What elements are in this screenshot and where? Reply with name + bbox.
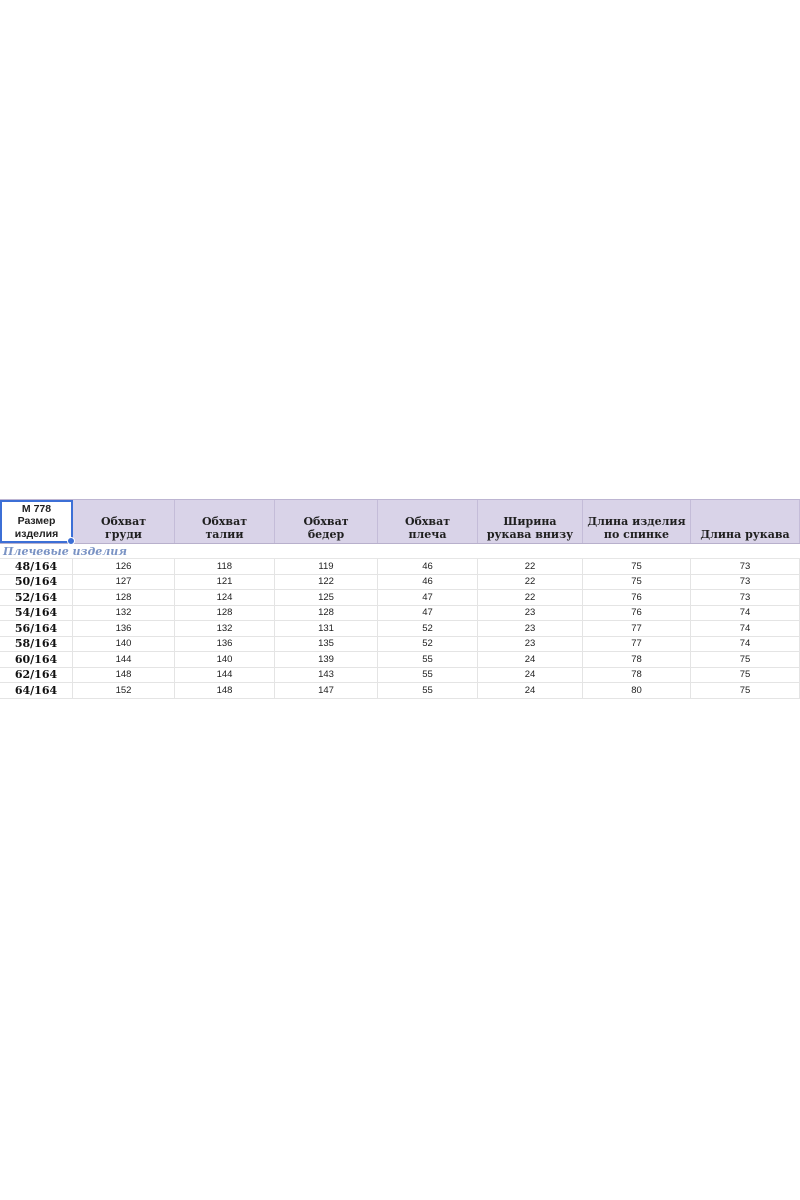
table-row — [0, 559, 800, 575]
header-waist[interactable]: Обхват талии — [175, 500, 275, 543]
back-length-cell[interactable]: 78 — [583, 652, 691, 667]
hips-cell[interactable]: 139 — [275, 652, 378, 667]
size-table — [0, 499, 800, 699]
hips-cell[interactable]: 143 — [275, 668, 378, 683]
sleeve-width-cell[interactable]: 22 — [478, 590, 583, 605]
waist-cell[interactable]: 128 — [175, 606, 275, 621]
size-cell[interactable]: 60/164 — [0, 652, 73, 667]
chest-cell[interactable]: 140 — [73, 637, 175, 652]
section-row[interactable] — [0, 544, 800, 559]
back-length-cell[interactable]: 80 — [583, 683, 691, 698]
shoulder-cell[interactable]: 47 — [378, 606, 478, 621]
hips-cell[interactable]: 147 — [275, 683, 378, 698]
hips-cell[interactable]: 131 — [275, 621, 378, 636]
waist-cell[interactable]: 121 — [175, 575, 275, 590]
chest-cell[interactable]: 126 — [73, 559, 175, 574]
chest-cell[interactable]: 132 — [73, 606, 175, 621]
sleeve-length-cell[interactable]: 73 — [691, 575, 800, 590]
size-cell[interactable]: 58/164 — [0, 637, 73, 652]
waist-cell[interactable]: 124 — [175, 590, 275, 605]
sleeve-length-cell[interactable]: 75 — [691, 668, 800, 683]
shoulder-cell[interactable]: 55 — [378, 668, 478, 683]
waist-cell[interactable]: 148 — [175, 683, 275, 698]
hips-cell[interactable]: 135 — [275, 637, 378, 652]
chest-cell[interactable]: 144 — [73, 652, 175, 667]
size-cell[interactable]: 50/164 — [0, 575, 73, 590]
waist-cell[interactable]: 136 — [175, 637, 275, 652]
back-length-cell[interactable]: 76 — [583, 590, 691, 605]
data-rows — [0, 559, 800, 699]
chest-cell[interactable]: 148 — [73, 668, 175, 683]
header-shoulder[interactable]: Обхват плеча — [378, 500, 478, 543]
sleeve-length-cell[interactable]: 74 — [691, 606, 800, 621]
waist-cell[interactable]: 140 — [175, 652, 275, 667]
table-row — [0, 575, 800, 591]
size-cell[interactable]: 54/164 — [0, 606, 73, 621]
sleeve-length-cell[interactable]: 73 — [691, 590, 800, 605]
size-cell[interactable]: 52/164 — [0, 590, 73, 605]
shoulder-cell[interactable]: 47 — [378, 590, 478, 605]
back-length-cell[interactable]: 75 — [583, 575, 691, 590]
hips-cell[interactable]: 122 — [275, 575, 378, 590]
hips-cell[interactable]: 119 — [275, 559, 378, 574]
header-row — [0, 499, 800, 544]
chest-cell[interactable]: 152 — [73, 683, 175, 698]
chest-cell[interactable]: 136 — [73, 621, 175, 636]
table-row — [0, 590, 800, 606]
waist-cell[interactable]: 144 — [175, 668, 275, 683]
sleeve-width-cell[interactable]: 23 — [478, 606, 583, 621]
size-cell[interactable]: 56/164 — [0, 621, 73, 636]
sleeve-width-cell[interactable]: 22 — [478, 575, 583, 590]
table-row — [0, 621, 800, 637]
shoulder-cell[interactable]: 55 — [378, 652, 478, 667]
header-sleeve-length[interactable]: Длина рукава — [691, 500, 800, 543]
sleeve-width-cell[interactable]: 23 — [478, 621, 583, 636]
size-cell[interactable]: 48/164 — [0, 559, 73, 574]
sleeve-width-cell[interactable]: 24 — [478, 652, 583, 667]
size-chart-sheet — [0, 499, 800, 702]
chest-cell[interactable]: 128 — [73, 590, 175, 605]
table-row — [0, 652, 800, 668]
waist-cell[interactable]: 132 — [175, 621, 275, 636]
table-row — [0, 637, 800, 653]
table-row — [0, 606, 800, 622]
table-row — [0, 668, 800, 684]
sleeve-length-cell[interactable]: 75 — [691, 683, 800, 698]
back-length-cell[interactable]: 76 — [583, 606, 691, 621]
header-chest[interactable]: Обхват груди — [73, 500, 175, 543]
chest-cell[interactable]: 127 — [73, 575, 175, 590]
size-cell[interactable]: 62/164 — [0, 668, 73, 683]
sleeve-length-cell[interactable]: 73 — [691, 559, 800, 574]
corner-cell-selected[interactable] — [0, 500, 73, 543]
sleeve-width-cell[interactable]: 24 — [478, 668, 583, 683]
section-label: Плечевые изделия — [3, 544, 128, 558]
header-hips[interactable]: Обхват бедер — [275, 500, 378, 543]
back-length-cell[interactable]: 78 — [583, 668, 691, 683]
shoulder-cell[interactable]: 46 — [378, 559, 478, 574]
sleeve-length-cell[interactable]: 74 — [691, 637, 800, 652]
corner-cell-text: M 778 Размер изделия — [14, 502, 59, 540]
sleeve-width-cell[interactable]: 22 — [478, 559, 583, 574]
fill-handle[interactable] — [67, 537, 75, 545]
size-cell[interactable]: 64/164 — [0, 683, 73, 698]
shoulder-cell[interactable]: 55 — [378, 683, 478, 698]
back-length-cell[interactable]: 77 — [583, 637, 691, 652]
back-length-cell[interactable]: 77 — [583, 621, 691, 636]
header-sleeve-width[interactable]: Ширина рукава внизу — [478, 500, 583, 543]
hips-cell[interactable]: 128 — [275, 606, 378, 621]
waist-cell[interactable]: 118 — [175, 559, 275, 574]
header-back-length[interactable]: Длина изделия по спинке — [583, 500, 691, 543]
hips-cell[interactable]: 125 — [275, 590, 378, 605]
shoulder-cell[interactable]: 52 — [378, 637, 478, 652]
sleeve-length-cell[interactable]: 74 — [691, 621, 800, 636]
table-row — [0, 683, 800, 699]
shoulder-cell[interactable]: 46 — [378, 575, 478, 590]
back-length-cell[interactable]: 75 — [583, 559, 691, 574]
sleeve-length-cell[interactable]: 75 — [691, 652, 800, 667]
sleeve-width-cell[interactable]: 23 — [478, 637, 583, 652]
sleeve-width-cell[interactable]: 24 — [478, 683, 583, 698]
shoulder-cell[interactable]: 52 — [378, 621, 478, 636]
